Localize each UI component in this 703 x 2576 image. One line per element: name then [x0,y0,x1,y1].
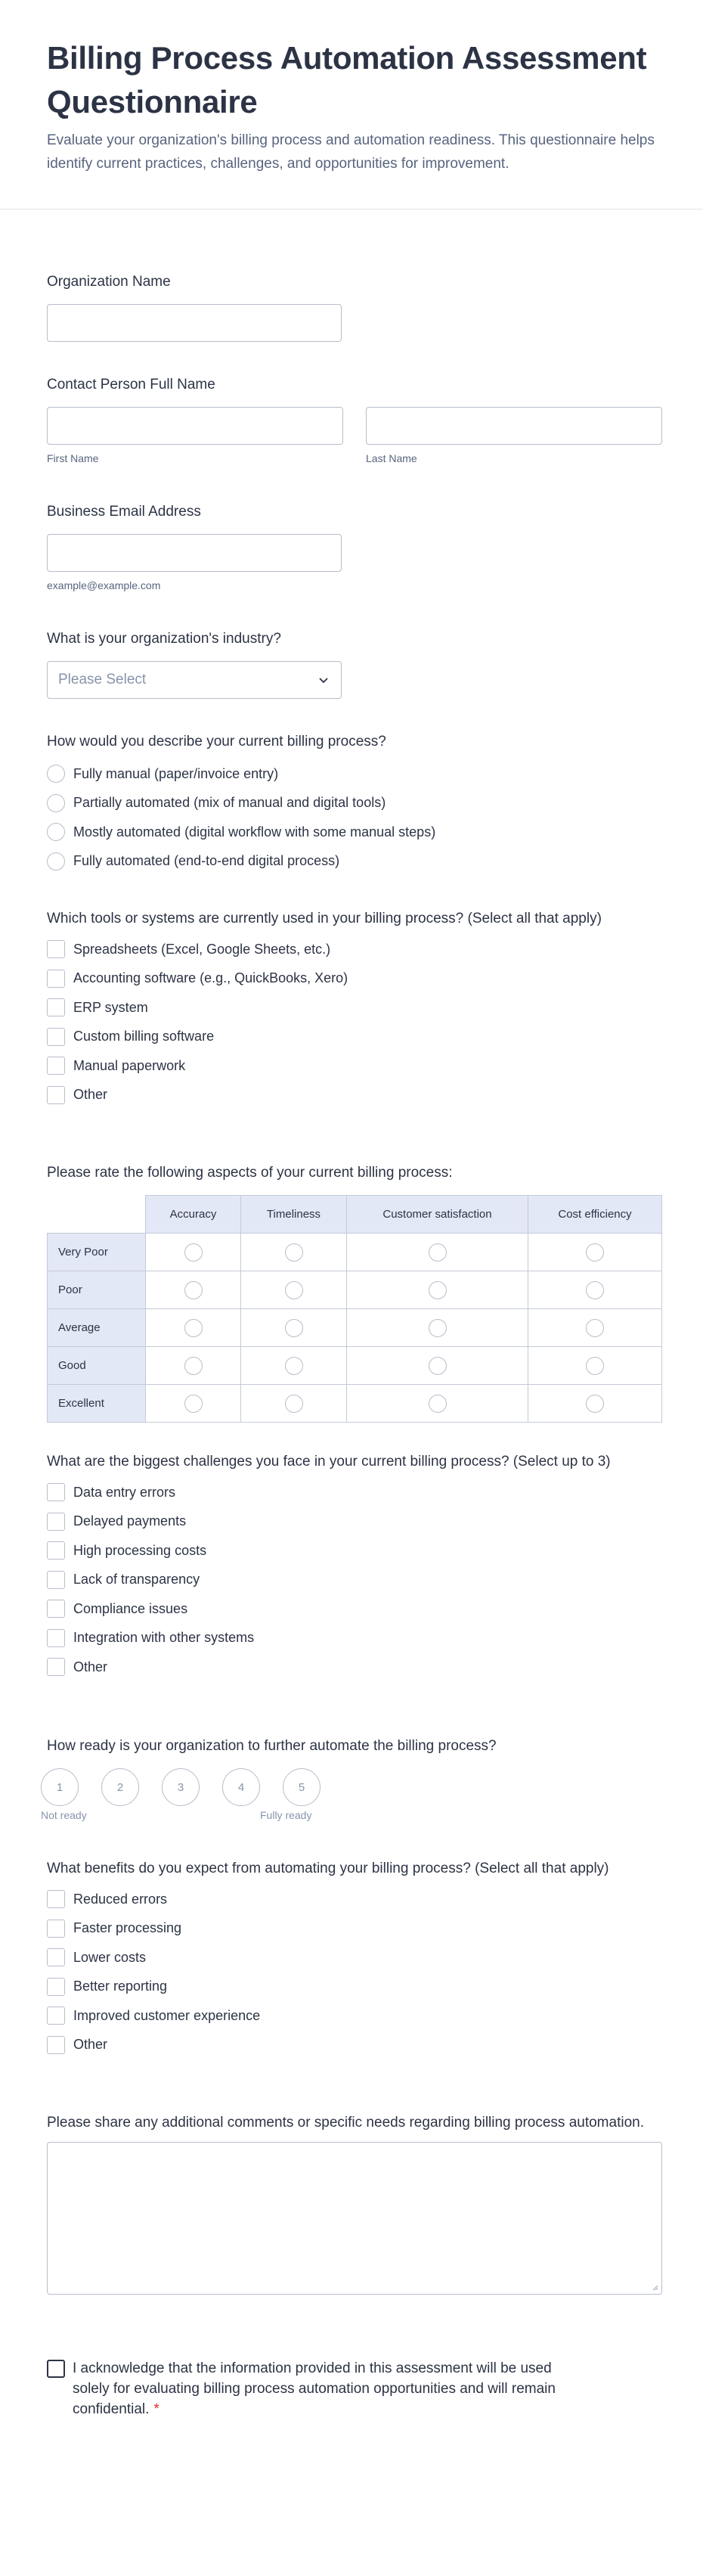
checkbox[interactable] [47,1483,65,1501]
matrix-row-label: Good [48,1347,146,1385]
option-label: High processing costs [73,1542,207,1558]
radio-button[interactable] [47,823,65,841]
matrix-radio[interactable] [429,1395,447,1413]
comments-question [47,2113,662,2295]
last-name-input[interactable] [366,407,662,445]
email-question [47,502,342,591]
comments-textarea[interactable] [47,2142,662,2295]
scale-option[interactable]: 1 [41,1768,79,1806]
matrix-radio[interactable] [285,1357,303,1375]
matrix-row [48,1347,662,1385]
checkbox[interactable] [47,2036,65,2054]
checkbox[interactable] [47,1541,65,1560]
matrix-row [48,1309,662,1347]
scale-low-label: Not ready [41,1809,87,1821]
matrix-row [48,1234,662,1271]
matrix-radio[interactable] [586,1319,604,1337]
checkbox-option[interactable] [47,1624,662,1653]
option-label: Fully automated (end-to-end digital process) [73,853,340,869]
industry-placeholder: Please Select [58,672,147,687]
checkbox-option[interactable] [47,1943,662,1972]
radio-option[interactable] [47,789,435,818]
option-label: Manual paperwork [73,1057,186,1073]
industry-label: What is your organization's industry? [47,631,281,647]
checkbox[interactable] [47,1658,65,1676]
acknowledge-checkbox[interactable] [47,2360,65,2378]
contact-name-label: Contact Person Full Name [47,377,215,393]
org-name-question [47,272,342,342]
industry-question [47,629,342,699]
option-label: Reduced errors [73,1891,168,1907]
scale-labels [41,1809,497,1824]
option-label: Other [73,1087,108,1103]
tools-question [47,909,662,1110]
rating-question [47,1163,662,1423]
option-label: Lack of transparency [73,1572,200,1587]
matrix-radio[interactable] [429,1243,447,1262]
radio-button[interactable] [47,765,65,783]
page-subtitle: Evaluate your organization's billing process and automation readiness. This questionnaire helps identify current practices, challenges, and opportunities for improvement. [47,132,655,172]
matrix-radio[interactable] [184,1357,203,1375]
matrix-radio[interactable] [184,1243,203,1262]
matrix-radio[interactable] [285,1395,303,1413]
option-label: Lower costs [73,1949,147,1965]
billing-process-label: How would you describe your current billing process? [47,734,386,750]
option-label: Custom billing software [73,1029,215,1044]
matrix-radio[interactable] [184,1281,203,1299]
scale-high-label: Fully ready [260,1809,312,1821]
rating-matrix [47,1195,662,1423]
benefits-question [47,1859,662,2059]
last-name-sublabel: Last Name [366,452,417,464]
email-sublabel: example@example.com [47,579,161,591]
email-input[interactable] [47,534,342,572]
checkbox-option[interactable] [47,935,662,964]
matrix-row [48,1271,662,1309]
contact-name-question [47,375,662,464]
checkbox[interactable] [47,1086,65,1104]
resize-grip-icon[interactable] [651,2283,658,2291]
checkbox-option[interactable] [47,964,662,994]
comments-label: Please share any additional comments or specific needs regarding billing process automation. [47,2115,644,2131]
option-label: Improved customer experience [73,2007,261,2023]
acknowledge-question [47,2358,591,2419]
checkbox[interactable] [47,970,65,988]
matrix-row-label: Average [48,1309,146,1347]
matrix-row-label: Excellent [48,1385,146,1423]
scale-option[interactable]: 5 [283,1768,321,1806]
matrix-corner [48,1196,146,1234]
matrix-radio[interactable] [429,1319,447,1337]
org-name-input[interactable] [47,304,342,342]
checkbox[interactable] [47,940,65,958]
checkbox-option[interactable] [47,1594,662,1624]
acknowledge-text [73,2358,591,2419]
radio-option[interactable] [47,759,435,789]
radio-option[interactable] [47,847,435,877]
required-marker: * [153,2401,159,2417]
first-name-input[interactable] [47,407,343,445]
matrix-radio[interactable] [586,1281,604,1299]
acknowledge-checkbox-option[interactable] [47,2358,591,2419]
email-label: Business Email Address [47,504,201,520]
checkbox-option[interactable] [47,1081,662,1110]
challenges-question [47,1452,662,1682]
checkbox-option[interactable] [47,1051,662,1081]
matrix-radio[interactable] [586,1357,604,1375]
option-label: Spreadsheets (Excel, Google Sheets, etc.) [73,941,331,957]
readiness-question [41,1736,497,1824]
scale-option[interactable]: 3 [162,1768,200,1806]
checkbox[interactable] [47,1890,65,1908]
checkbox-option[interactable] [47,1566,662,1595]
option-label: Compliance issues [73,1600,188,1616]
checkbox[interactable] [47,1057,65,1075]
checkbox-option[interactable] [47,1507,662,1537]
option-label: Faster processing [73,1920,182,1936]
matrix-row [48,1385,662,1423]
option-label: Better reporting [73,1979,168,1994]
matrix-row-label: Very Poor [48,1234,146,1271]
scale-option[interactable]: 2 [101,1768,139,1806]
checkbox[interactable] [47,2006,65,2025]
radio-button[interactable] [47,794,65,812]
readiness-label: How ready is your organization to further automate the billing process? [47,1738,497,1754]
checkbox[interactable] [47,1513,65,1531]
radio-button[interactable] [47,852,65,871]
matrix-radio[interactable] [285,1319,303,1337]
acknowledge-label: I acknowledge that the information provided in this assessment will be used solely for evaluating billing process automation opportunities and will remain confidential. [73,2360,556,2417]
matrix-column-header: Cost efficiency [528,1196,662,1234]
option-label: Accounting software (e.g., QuickBooks, Xero) [73,970,348,986]
checkbox-option[interactable] [47,2031,662,2060]
checkbox-option[interactable] [47,2001,662,2031]
chevron-down-icon [317,673,330,687]
option-label: ERP system [73,999,148,1015]
checkbox[interactable] [47,1948,65,1966]
checkbox-option[interactable] [47,1972,662,2002]
benefits-label: What benefits do you expect from automating your billing process? (Select all that apply) [47,1861,609,1876]
option-label: Other [73,1659,108,1674]
checkbox-option[interactable] [47,1023,662,1052]
checkbox[interactable] [47,1978,65,1996]
checkbox-option[interactable] [47,1885,662,1914]
scale-option[interactable]: 4 [222,1768,260,1806]
checkbox[interactable] [47,1571,65,1589]
checkbox-option[interactable] [47,1536,662,1566]
option-label: Mostly automated (digital workflow with some manual steps) [73,824,436,840]
matrix-radio[interactable] [285,1281,303,1299]
matrix-column-header: Customer satisfaction [347,1196,528,1234]
option-label: Delayed payments [73,1513,187,1529]
checkbox[interactable] [47,1600,65,1618]
option-label: Fully manual (paper/invoice entry) [73,765,279,781]
option-label: Partially automated (mix of manual and digital tools) [73,795,386,811]
readiness-scale [41,1768,497,1806]
matrix-radio[interactable] [586,1243,604,1262]
form-header [0,0,703,209]
checkbox[interactable] [47,1028,65,1046]
checkbox[interactable] [47,1920,65,1938]
option-label: Data entry errors [73,1484,176,1500]
industry-select[interactable] [47,661,342,699]
challenges-label: What are the biggest challenges you face in your current billing process? (Select up to 3) [47,1454,611,1470]
checkbox-option[interactable] [47,993,662,1023]
first-name-sublabel: First Name [47,452,99,464]
option-label: Integration with other systems [73,1630,255,1646]
org-name-label: Organization Name [47,274,171,290]
matrix-radio[interactable] [586,1395,604,1413]
radio-option[interactable] [47,818,435,847]
page-title: Billing Process Automation Assessment Questionnaire [47,40,647,119]
checkbox-option[interactable] [47,1653,662,1682]
matrix-radio[interactable] [184,1319,203,1337]
checkbox-option[interactable] [47,1478,662,1507]
matrix-column-header: Timeliness [241,1196,347,1234]
matrix-radio[interactable] [285,1243,303,1262]
rating-label: Please rate the following aspects of your current billing process: [47,1165,453,1181]
checkbox[interactable] [47,998,65,1016]
tools-label: Which tools or systems are currently used in your billing process? (Select all that apply) [47,911,602,926]
option-label: Other [73,2037,108,2053]
matrix-radio[interactable] [184,1395,203,1413]
checkbox[interactable] [47,1629,65,1647]
matrix-radio[interactable] [429,1357,447,1375]
billing-process-question [47,732,435,876]
matrix-row-label: Poor [48,1271,146,1309]
checkbox-option[interactable] [47,1914,662,1944]
matrix-radio[interactable] [429,1281,447,1299]
matrix-column-header: Accuracy [146,1196,241,1234]
